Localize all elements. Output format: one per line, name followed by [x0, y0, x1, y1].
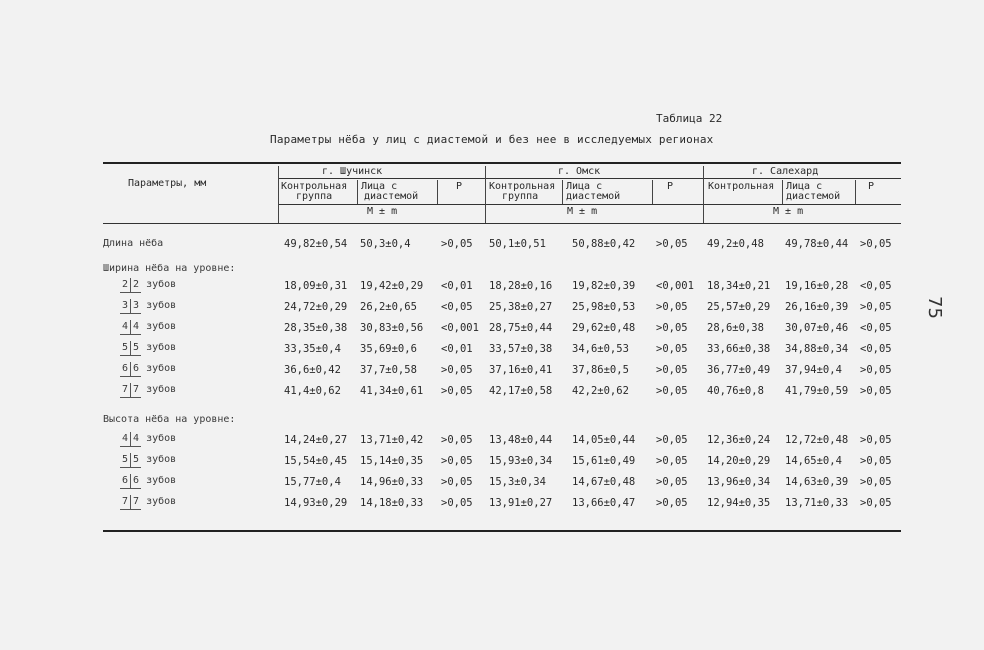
mean-value-cell: 15,14±0,35 — [360, 455, 424, 467]
region-header-salekhard: г. Салехард — [752, 166, 819, 177]
table-caption: Таблица 22 — [656, 112, 723, 125]
tooth-notation — [120, 278, 141, 293]
mean-value-cell: 41,79±0,59 — [785, 385, 849, 397]
mean-value-cell: 14,24±0,27 — [284, 434, 348, 446]
p-value-cell: >0,05 — [441, 497, 473, 509]
p-value-cell: >0,05 — [860, 476, 892, 488]
tooth-right: 3 — [130, 299, 141, 314]
param-column-header: Параметры, мм — [128, 178, 207, 189]
mean-value-cell: 30,83±0,56 — [360, 322, 424, 334]
region-header-divider — [278, 178, 901, 179]
tooth-right: 7 — [130, 383, 141, 398]
mean-value-cell: 25,57±0,29 — [707, 301, 771, 313]
mean-value-cell: 42,17±0,58 — [489, 385, 553, 397]
mean-value-cell: 12,94±0,35 — [707, 497, 771, 509]
mean-value-cell: 25,98±0,53 — [572, 301, 636, 313]
p-value-cell: >0,05 — [441, 434, 473, 446]
p-value-cell: >0,05 — [860, 301, 892, 313]
tooth-right: 7 — [130, 495, 141, 510]
mean-value-cell: 37,7±0,58 — [360, 364, 417, 376]
tooth-right: 4 — [130, 432, 141, 447]
m-label-2: M ± m — [567, 206, 598, 217]
tooth-word: зубов — [146, 475, 177, 486]
row-label-tooth — [120, 495, 176, 510]
mean-value-cell: 12,72±0,48 — [785, 434, 849, 446]
tooth-left: 5 — [120, 453, 130, 468]
tooth-left: 6 — [120, 474, 130, 489]
tooth-notation — [120, 362, 141, 377]
row-label-tooth — [120, 432, 176, 447]
mean-value-cell: 28,35±0,38 — [284, 322, 348, 334]
mean-value-cell: 28,75±0,44 — [489, 322, 553, 334]
mean-value-cell: 33,57±0,38 — [489, 343, 553, 355]
tooth-word: зубов — [146, 496, 177, 507]
tooth-word: зубов — [146, 342, 177, 353]
mean-value-cell: 26,2±0,65 — [360, 301, 417, 313]
tooth-right: 6 — [130, 474, 141, 489]
subheader-control-1-line2: группа — [296, 191, 333, 202]
mean-value-cell: 50,88±0,42 — [572, 238, 636, 250]
subheader-control-3: Контрольная — [708, 181, 775, 192]
tooth-word: зубов — [146, 384, 177, 395]
p-value-cell: >0,05 — [656, 364, 688, 376]
mean-value-cell: 24,72±0,29 — [284, 301, 348, 313]
mean-value-cell: 30,07±0,46 — [785, 322, 849, 334]
mean-value-cell: 29,62±0,48 — [572, 322, 636, 334]
p-value-cell: >0,05 — [860, 364, 892, 376]
tooth-notation — [120, 383, 141, 398]
p-value-cell: >0,05 — [860, 238, 892, 250]
p-value-cell: >0,05 — [860, 455, 892, 467]
subheader-control-2: Контрольная — [489, 181, 556, 192]
vline-sub-1a — [357, 180, 358, 204]
mean-value-cell: 50,3±0,4 — [360, 238, 411, 250]
row-label-tooth — [120, 453, 176, 468]
tooth-word: зубов — [146, 279, 177, 290]
tooth-left: 4 — [120, 320, 130, 335]
header-bottom-border — [103, 223, 901, 224]
p-value-cell: >0,05 — [441, 385, 473, 397]
subheader-diastema-1-line2: диастемой — [364, 191, 419, 202]
subheader-p-2: Р — [667, 181, 674, 192]
p-value-cell: >0,05 — [441, 455, 473, 467]
tooth-left: 6 — [120, 362, 130, 377]
vline-sub-2a — [562, 180, 563, 204]
region-header-shuchinsk: г. Шучинск — [322, 166, 383, 177]
group-title-height: Высота нёба на уровне: — [103, 414, 236, 425]
p-value-cell: <0,05 — [860, 322, 892, 334]
mean-value-cell: 25,38±0,27 — [489, 301, 553, 313]
vline-sub-1b — [437, 180, 438, 204]
mean-value-cell: 40,76±0,8 — [707, 385, 764, 397]
tooth-word: зубов — [146, 300, 177, 311]
mean-value-cell: 13,48±0,44 — [489, 434, 553, 446]
p-value-cell: >0,05 — [656, 301, 688, 313]
mean-value-cell: 14,67±0,48 — [572, 476, 636, 488]
region-header-omsk: г. Омск — [558, 166, 601, 177]
tooth-right: 2 — [130, 278, 141, 293]
tooth-right: 5 — [130, 453, 141, 468]
m-label-3: M ± m — [773, 206, 804, 217]
row-label-tooth — [120, 383, 176, 398]
p-value-cell: >0,05 — [656, 238, 688, 250]
mean-value-cell: 42,2±0,62 — [572, 385, 629, 397]
p-value-cell: >0,05 — [441, 364, 473, 376]
tooth-left: 2 — [120, 278, 130, 293]
mean-value-cell: 19,82±0,39 — [572, 280, 636, 292]
p-value-cell: >0,05 — [656, 385, 688, 397]
mean-value-cell: 18,28±0,16 — [489, 280, 553, 292]
mean-value-cell: 19,16±0,28 — [785, 280, 849, 292]
mean-value-cell: 14,65±0,4 — [785, 455, 842, 467]
page-number: 75 — [924, 296, 945, 319]
mean-value-cell: 14,93±0,29 — [284, 497, 348, 509]
vline-region-1 — [485, 166, 486, 223]
tooth-left: 4 — [120, 432, 130, 447]
table-title: Параметры нёба у лиц с диастемой и без нее в исследуемых регионах — [270, 133, 714, 146]
tooth-right: 5 — [130, 341, 141, 356]
mean-value-cell: 15,93±0,34 — [489, 455, 553, 467]
mean-value-cell: 13,71±0,33 — [785, 497, 849, 509]
subheader-diastema-3: Лица с — [786, 181, 823, 192]
tooth-word: зубов — [146, 454, 177, 465]
p-value-cell: <0,01 — [441, 343, 473, 355]
mean-value-cell: 19,42±0,29 — [360, 280, 424, 292]
p-value-cell: >0,05 — [656, 455, 688, 467]
tooth-word: зубов — [146, 433, 177, 444]
mean-value-cell: 14,96±0,33 — [360, 476, 424, 488]
subheader-p-1: Р — [456, 181, 463, 192]
p-value-cell: <0,01 — [441, 280, 473, 292]
subheader-divider — [278, 204, 901, 205]
p-value-cell: <0,001 — [656, 280, 694, 292]
mean-value-cell: 37,86±0,5 — [572, 364, 629, 376]
row-label-tooth — [120, 341, 176, 356]
mean-value-cell: 35,69±0,6 — [360, 343, 417, 355]
p-value-cell: <0,001 — [441, 322, 479, 334]
p-value-cell: >0,05 — [656, 343, 688, 355]
tooth-notation — [120, 432, 141, 447]
tooth-word: зубов — [146, 321, 177, 332]
p-value-cell: <0,05 — [860, 343, 892, 355]
p-value-cell: <0,05 — [441, 301, 473, 313]
mean-value-cell: 14,63±0,39 — [785, 476, 849, 488]
mean-value-cell: 14,18±0,33 — [360, 497, 424, 509]
tooth-word: зубов — [146, 363, 177, 374]
mean-value-cell: 37,16±0,41 — [489, 364, 553, 376]
mean-value-cell: 36,6±0,42 — [284, 364, 341, 376]
mean-value-cell: 34,88±0,34 — [785, 343, 849, 355]
vline-sub-3b — [855, 180, 856, 204]
mean-value-cell: 26,16±0,39 — [785, 301, 849, 313]
p-value-cell: >0,05 — [860, 434, 892, 446]
p-value-cell: >0,05 — [656, 476, 688, 488]
mean-value-cell: 15,77±0,4 — [284, 476, 341, 488]
mean-value-cell: 13,71±0,42 — [360, 434, 424, 446]
mean-value-cell: 15,61±0,49 — [572, 455, 636, 467]
mean-value-cell: 13,66±0,47 — [572, 497, 636, 509]
p-value-cell: >0,05 — [441, 476, 473, 488]
tooth-left: 3 — [120, 299, 130, 314]
tooth-left: 7 — [120, 495, 130, 510]
tooth-left: 7 — [120, 383, 130, 398]
tooth-notation — [120, 453, 141, 468]
row-label-tooth — [120, 362, 176, 377]
p-value-cell: >0,05 — [441, 238, 473, 250]
mean-value-cell: 37,94±0,4 — [785, 364, 842, 376]
mean-value-cell: 14,20±0,29 — [707, 455, 771, 467]
tooth-notation — [120, 474, 141, 489]
mean-value-cell: 15,54±0,45 — [284, 455, 348, 467]
vline-param — [278, 166, 279, 223]
mean-value-cell: 33,35±0,4 — [284, 343, 341, 355]
subheader-p-3: Р — [868, 181, 875, 192]
row-label-tooth — [120, 278, 176, 293]
vline-sub-3a — [782, 180, 783, 204]
tooth-left: 5 — [120, 341, 130, 356]
mean-value-cell: 12,36±0,24 — [707, 434, 771, 446]
mean-value-cell: 41,34±0,61 — [360, 385, 424, 397]
mean-value-cell: 28,6±0,38 — [707, 322, 764, 334]
tooth-notation — [120, 299, 141, 314]
mean-value-cell: 13,96±0,34 — [707, 476, 771, 488]
mean-value-cell: 14,05±0,44 — [572, 434, 636, 446]
p-value-cell: >0,05 — [656, 497, 688, 509]
vline-sub-2b — [652, 180, 653, 204]
tooth-right: 6 — [130, 362, 141, 377]
p-value-cell: >0,05 — [656, 322, 688, 334]
table-bottom-border — [103, 530, 901, 532]
mean-value-cell: 34,6±0,53 — [572, 343, 629, 355]
subheader-diastema-1: Лица с — [361, 181, 398, 192]
row-label-tooth — [120, 474, 176, 489]
mean-value-cell: 41,4±0,62 — [284, 385, 341, 397]
mean-value-cell: 33,66±0,38 — [707, 343, 771, 355]
subheader-diastema-3-line2: диастемой — [786, 191, 841, 202]
row-label-tooth — [120, 320, 176, 335]
vline-region-2 — [703, 166, 704, 223]
p-value-cell: >0,05 — [860, 385, 892, 397]
tooth-notation — [120, 320, 141, 335]
subheader-diastema-2: Лица с — [566, 181, 603, 192]
row-label: Длина нёба — [103, 238, 164, 249]
subheader-control-1: Контрольная — [281, 181, 348, 192]
tooth-notation — [120, 341, 141, 356]
group-title-width: Ширина нёба на уровне: — [103, 263, 236, 274]
p-value-cell: >0,05 — [656, 434, 688, 446]
mean-value-cell: 36,77±0,49 — [707, 364, 771, 376]
mean-value-cell: 13,91±0,27 — [489, 497, 553, 509]
table-top-border — [103, 162, 901, 164]
mean-value-cell: 49,82±0,54 — [284, 238, 348, 250]
row-label-tooth — [120, 299, 176, 314]
mean-value-cell: 18,09±0,31 — [284, 280, 348, 292]
m-label-1: M ± m — [367, 206, 398, 217]
p-value-cell: >0,05 — [860, 497, 892, 509]
mean-value-cell: 49,78±0,44 — [785, 238, 849, 250]
mean-value-cell: 50,1±0,51 — [489, 238, 546, 250]
mean-value-cell: 15,3±0,34 — [489, 476, 546, 488]
mean-value-cell: 49,2±0,48 — [707, 238, 764, 250]
subheader-control-2-line2: группа — [502, 191, 539, 202]
subheader-diastema-2-line2: диастемой — [566, 191, 621, 202]
tooth-right: 4 — [130, 320, 141, 335]
tooth-notation — [120, 495, 141, 510]
mean-value-cell: 18,34±0,21 — [707, 280, 771, 292]
p-value-cell: <0,05 — [860, 280, 892, 292]
